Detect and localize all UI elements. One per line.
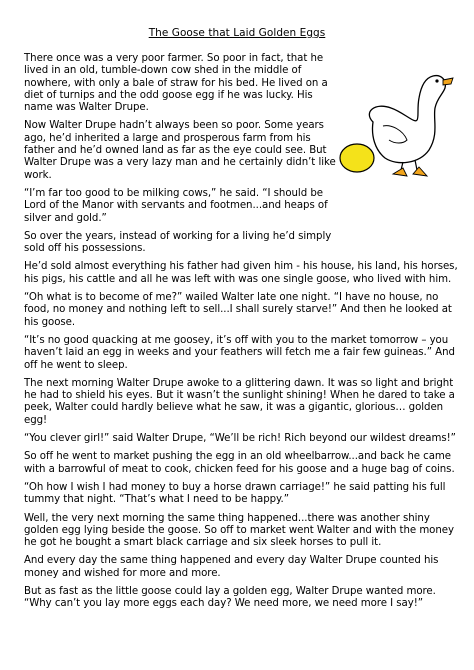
paragraph: “It’s no good quacking at me goosey, it’s off with you to the market tomorrow – you haven’t laid an egg in weeks and your feathers will fetch me a fair few guineas.” And off he went to sleep. — [24, 334, 455, 371]
paragraph: There once was a very poor farmer. So poor in fact, that he lived in an old, tumble-down cow shed in the middle of nowhere, with only a bale of straw for his bed. He lived on a diet of turnips and the odd goose egg if he was lucky. His name was Walter Drupe. — [24, 53, 328, 114]
paragraph: The next morning Walter Drupe awoke to a glittering dawn. It was so light and bright he had to shield his eyes. But it wasn’t the sunlight shining! When he dared to take a peek, Walter could hardly believe what he saw, it was a gigantic, glorious… golden egg! — [24, 377, 455, 426]
page-title: The Goose that Laid Golden Eggs — [148, 27, 326, 39]
paragraph: Now Walter Drupe hadn’t always been so poor. Some years ago, he’d inherited a large and prosperous farm from his father and he’d owned land as far as the eye could see. But Walter Drupe was a very lazy man and he certainly didn’t like work. — [24, 120, 336, 181]
paragraph: “Oh how I wish I had money to buy a horse drawn carriage!” he said patting his full tummy that night. “That’s what I need to be happy.” — [24, 481, 446, 506]
paragraph: Well, the very next morning the same thing happened...there was another shiny golden egg lying beside the goose. So off to market went Walter and with the money he got he bought a smart black carriage and six sleek horses to pull it. — [24, 512, 454, 549]
paragraph: So over the years, instead of working for a living he’d simply sold off his possessions. — [24, 230, 332, 255]
paragraph: “You clever girl!” said Walter Drupe, “We’ll be rich! Rich beyond our wildest dreams!” — [24, 433, 456, 445]
paragraph: He’d sold almost everything his father had given him - his house, his land, his horses, his pigs, his cattle and all he was left with was one single goose, who lived with him. — [24, 261, 458, 285]
paragraph: “I’m far too good to be milking cows,” he said. “I should be Lord of the Manor with servants and footmen...and heaps of silver and gold.” — [24, 187, 328, 224]
paragraph: But as fast as the little goose could lay a golden egg, Walter Drupe wanted more. “Why can’t you lay more eggs each day? We need more, we need more I say!” — [24, 585, 436, 610]
paragraph: “Oh what is to become of me?” wailed Walter late one night. “I have no house, no food, no money and nothing left to sell...I shall surely starve!” And then he looked at his goose. — [24, 292, 452, 328]
paragraph: And every day the same thing happened and every day Walter Drupe counted his money and wished for more and more. — [24, 555, 439, 579]
paragraph: So off he went to market pushing the egg in an old wheelbarrow...and back he came with a barrowful of meat to cook, chicken feed for his goose and a huge bag of coins. — [24, 451, 455, 475]
story-text — [24, 53, 458, 617]
